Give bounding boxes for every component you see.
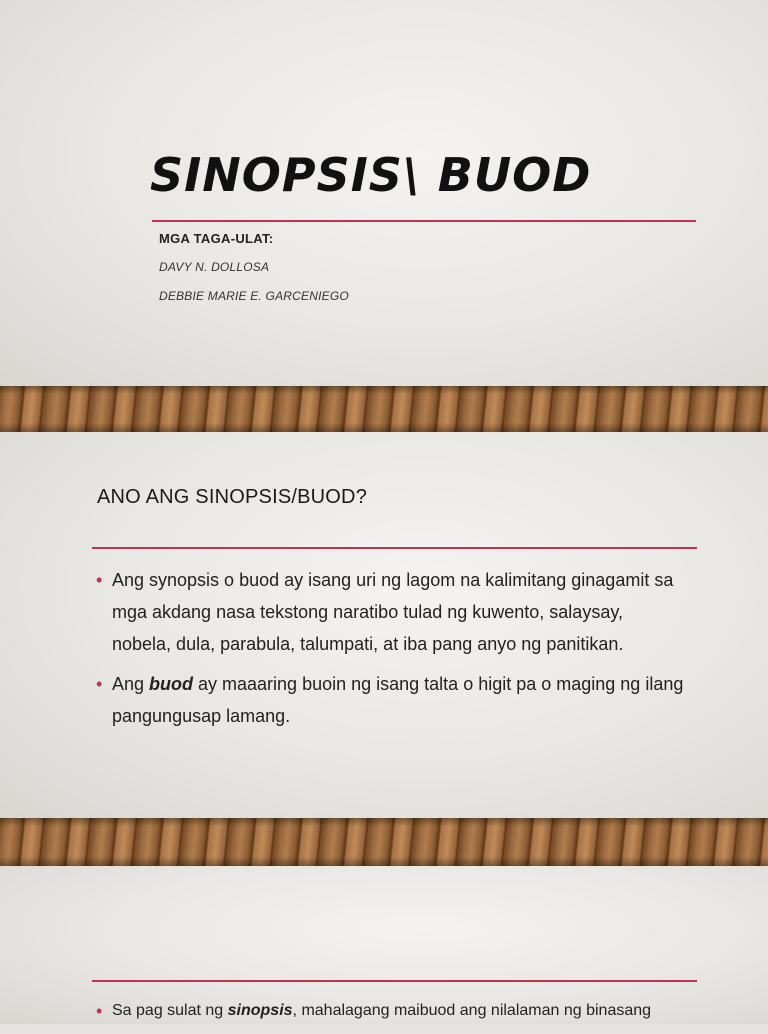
wood-floor-divider: [0, 818, 768, 866]
emphasis-text: sinopsis: [227, 1002, 293, 1019]
emphasis-text: buod: [149, 674, 194, 694]
reporter-name: DAVY N. DOLLOSA: [159, 260, 270, 274]
heading-divider: [92, 980, 697, 982]
slide-1: [0, 0, 768, 386]
slide-heading: ANO ANG SINOPSIS/BUOD?: [97, 486, 368, 508]
slide-title: SINOPSIS\ BUOD: [150, 148, 592, 202]
list-item: • Ang buod ay maaaring buoin ng isang talta o higit pa o maging ng ilang pangungusap lamang.: [96, 668, 686, 732]
heading-divider: [92, 547, 697, 549]
wood-floor-divider: [0, 386, 768, 432]
bullet-list: [96, 564, 686, 740]
reporter-name: DEBBIE MARIE E. GARCENIEGO: [159, 289, 349, 303]
list-item: • Sa pag sulat ng sinopsis, mahalagang maibuod ang nilalaman ng binasang: [96, 996, 686, 1026]
reporters-label: MGA TAGA-ULAT:: [159, 231, 274, 246]
title-divider: [152, 220, 696, 222]
list-item: • Ang synopsis o buod ay isang uri ng lagom na kalimitang ginagamit sa mga akdang nasa tekstong naratibo tulad ng kuwento, salaysay, nobela, dula, parabula, talumpati, at iba pang anyo ng panitikan.: [96, 564, 686, 660]
bullet-list: [96, 996, 686, 1034]
